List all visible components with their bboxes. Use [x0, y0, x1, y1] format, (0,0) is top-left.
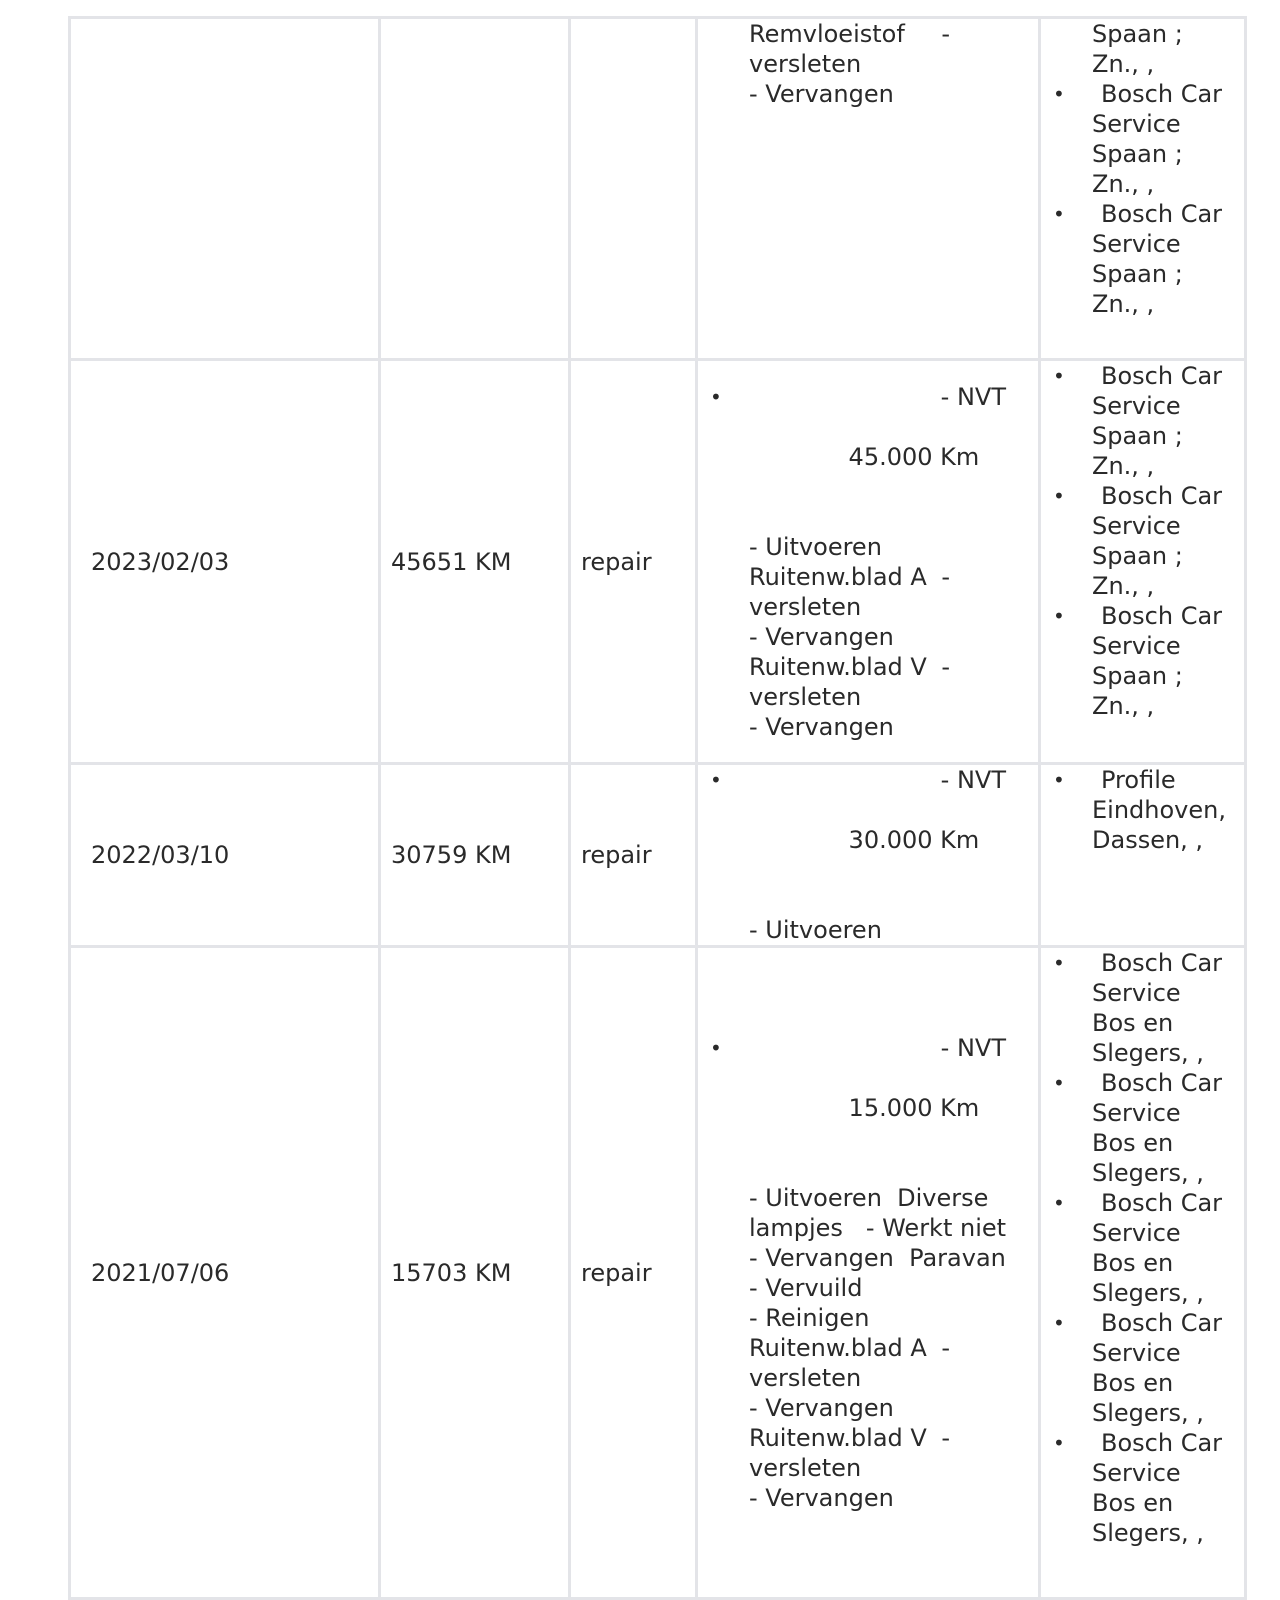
location-list [1041, 361, 1244, 721]
location-item: Spaan ; Zn., , [1092, 20, 1183, 78]
bullet-icon: • [710, 384, 722, 409]
location-item: • Bosch Car Service Spaan ; Zn., , [1053, 80, 1223, 198]
description-line: - Vervangen [749, 622, 894, 651]
bullet-icon: • [1053, 1311, 1065, 1335]
location-item: • Bosch Car Service Spaan ; Zn., , [1053, 482, 1223, 600]
description-line: versleten [749, 592, 862, 621]
odometer-text [381, 175, 391, 203]
description-line: Ruitenw.blad A - [749, 562, 950, 591]
type-cell [570, 764, 697, 947]
location-cell [1040, 360, 1246, 764]
bullet-icon: • [1053, 1071, 1065, 1095]
odometer-cell [380, 360, 570, 764]
nvt-label: - NVT [940, 382, 1006, 411]
service-history-table [68, 16, 1247, 1600]
description-cell [697, 18, 1040, 360]
description-line: - Reinigen [749, 1303, 870, 1332]
location-cell [1040, 947, 1246, 1599]
description-line: - Uitvoeren [749, 916, 882, 944]
date-cell [70, 360, 380, 764]
location-item: • Bosch Car Service Bos en Slegers, , [1053, 1189, 1223, 1307]
table-row [70, 360, 1246, 764]
location-list [1041, 19, 1244, 319]
type-cell [570, 360, 697, 764]
odometer-text: 15703 KM [391, 1258, 512, 1287]
description [698, 382, 1038, 742]
location-list [1041, 765, 1244, 855]
type-text: repair [581, 547, 652, 576]
location-item: • Bosch Car Service Spaan ; Zn., , [1053, 602, 1223, 720]
description-line: - Vervangen [749, 1483, 894, 1512]
bullet-icon: • [1053, 1191, 1065, 1215]
description-line: Ruitenw.blad V - [749, 1423, 950, 1452]
description-cell [697, 947, 1040, 1599]
description-line: lampjes - Werkt niet [749, 1213, 1007, 1242]
dash-separator: - [941, 652, 950, 681]
date-text [71, 175, 91, 203]
description-line: Ruitenw.blad V - [749, 652, 950, 681]
table-row [70, 18, 1246, 360]
bullet-icon: • [1053, 364, 1065, 388]
description-line: Ruitenw.blad A - [749, 1333, 950, 1362]
description-cell [697, 764, 1040, 947]
location-item: • Bosch Car Service Bos en Slegers, , [1053, 949, 1223, 1067]
location-cell [1040, 18, 1246, 360]
date-text: 2023/02/03 [91, 547, 230, 576]
description-line: - Vervangen [749, 712, 894, 741]
dash-separator: - [941, 1423, 950, 1452]
type-cell [570, 947, 697, 1599]
date-text: 2022/03/10 [91, 841, 230, 869]
location-item: • Bosch Car Service Bos en Slegers, , [1053, 1429, 1223, 1547]
description-line: - Uitvoeren [749, 532, 882, 561]
type-text [571, 175, 581, 203]
odometer-text: 45651 KM [391, 547, 512, 576]
description-line: versleten [749, 682, 862, 711]
description-line: versleten [749, 50, 862, 78]
description-line: • 15.000 Km - NVT [710, 1033, 1006, 1122]
nvt-label: - NVT [940, 766, 1006, 794]
location-list [1041, 948, 1244, 1548]
date-cell [70, 947, 380, 1599]
description-line: versleten [749, 1453, 862, 1482]
description [698, 19, 1038, 109]
bullet-icon: • [1053, 484, 1065, 508]
type-cell [570, 18, 697, 360]
bullet-icon: • [1053, 951, 1065, 975]
description [698, 1033, 1038, 1513]
location-item: • Profile Eindhoven, Dassen, , [1053, 766, 1226, 854]
dash-separator: - [941, 20, 950, 48]
type-text: repair [581, 1258, 652, 1287]
description-line: • 30.000 Km - NVT [710, 766, 1006, 854]
bullet-icon: • [710, 1035, 722, 1060]
table-row [70, 764, 1246, 947]
description-line: - Vervangen [749, 80, 894, 108]
description-line: - Vervangen Paravan [749, 1243, 1006, 1272]
description [698, 765, 1038, 945]
odometer-cell [380, 947, 570, 1599]
odometer-text: 30759 KM [391, 841, 512, 869]
location-cell [1040, 764, 1246, 947]
bullet-icon: • [710, 768, 722, 792]
description-line: Remvloeistof - [749, 20, 950, 48]
bullet-icon: • [1053, 82, 1065, 106]
description-line: - Uitvoeren Diverse [749, 1183, 989, 1212]
description-line: - Vervuild [749, 1273, 863, 1302]
dash-separator: - [941, 562, 950, 591]
table-row [70, 947, 1246, 1599]
bullet-icon: • [1053, 202, 1065, 226]
bullet-icon: • [1053, 604, 1065, 628]
location-item: • Bosch Car Service Spaan ; Zn., , [1053, 362, 1223, 480]
description-line: versleten [749, 1363, 862, 1392]
location-item: • Bosch Car Service Bos en Slegers, , [1053, 1309, 1223, 1427]
description-line: • 45.000 Km - NVT [710, 382, 1006, 471]
dash-separator: - [941, 1333, 950, 1362]
odometer-cell [380, 764, 570, 947]
date-cell [70, 764, 380, 947]
type-text: repair [581, 841, 652, 869]
nvt-label: - NVT [940, 1033, 1006, 1062]
description-line: - Vervangen [749, 1393, 894, 1422]
odometer-cell [380, 18, 570, 360]
location-item: • Bosch Car Service Spaan ; Zn., , [1053, 200, 1223, 318]
date-cell [70, 18, 380, 360]
bullet-icon: • [1053, 1431, 1065, 1455]
description-cell [697, 360, 1040, 764]
date-text: 2021/07/06 [91, 1258, 230, 1287]
location-item: • Bosch Car Service Bos en Slegers, , [1053, 1069, 1223, 1187]
bullet-icon: • [1053, 768, 1065, 792]
